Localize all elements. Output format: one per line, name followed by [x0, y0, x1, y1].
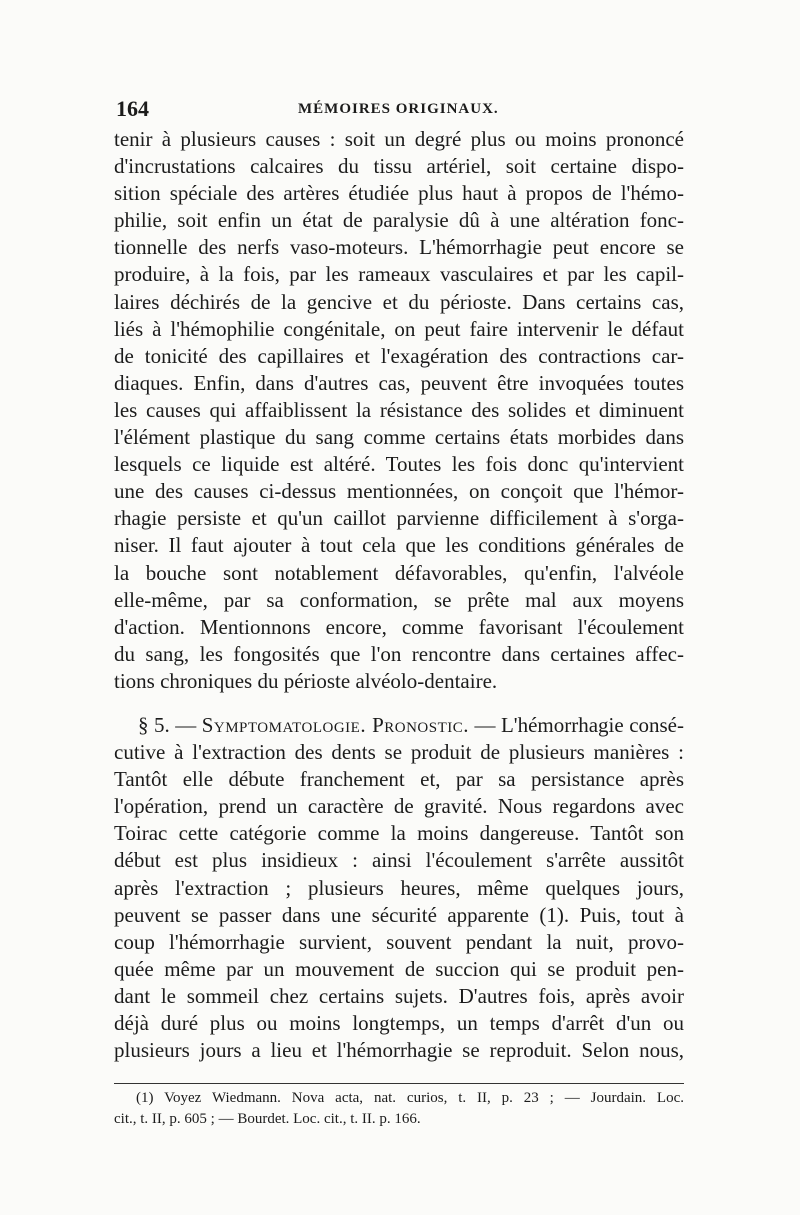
running-title: MÉMOIRES ORIGINAUX.	[298, 101, 499, 117]
paragraph-causes	[114, 126, 684, 695]
text-line: peuvent se passer dans une sécurité apparente (1). Puis, tout à	[114, 902, 684, 927]
text-line: une des causes ci-dessus mentionnées, on conçoit que l'hémor-	[114, 479, 684, 504]
paragraph-gap	[114, 695, 684, 712]
section-number: § 5. —	[138, 712, 197, 737]
text-line: déjà duré plus ou moins longtemps, un temps d'arrêt d'un ou	[114, 1011, 684, 1035]
text-line: après l'extraction ; plusieurs heures, même quelques jours,	[114, 875, 684, 900]
text-line: quée même par un mouvement de succion qui se produit pen-	[114, 956, 684, 981]
section-heading-rest: — L'hémorrhagie consé-	[469, 712, 684, 737]
text-line: début est plus insidieux : ainsi l'écoulement s'arrête aussitôt	[114, 848, 684, 873]
footnote-line: cit., t. II, p. 605 ; — Bourdet. Loc. cit., t. II. p. 166.	[114, 1111, 421, 1127]
text-line: cutive à l'extraction des dents se produit de plusieurs manières :	[114, 740, 684, 765]
footnote-rule	[114, 1083, 684, 1084]
page-number: 164	[116, 96, 149, 121]
footnote-line: (1) Voyez Wiedmann. Nova acta, nat. curios, t. II, p. 23 ; — Jourdain. Loc.	[136, 1090, 684, 1106]
text-line: l'opération, prend un caractère de gravité. Nous regardons avec	[114, 794, 684, 819]
section-heading-line	[114, 712, 684, 739]
text-line: elle-même, par sa conformation, se prête mal aux moyens	[114, 587, 684, 612]
text-line: tionnelle des nerfs vaso-moteurs. L'hémorrhagie peut encore se	[114, 235, 684, 260]
section-heading: Symptomatologie. Pronostic.	[201, 712, 470, 737]
text-line: coup l'hémorrhagie survient, souvent pendant la nuit, provo-	[114, 929, 684, 954]
text-line: laires déchirés de la gencive et du périoste. Dans certains cas,	[114, 289, 684, 314]
text-line: Tantôt elle débute franchement et, par sa persistance après	[114, 767, 684, 792]
text-line: l'élément plastique du sang comme certains états morbides dans	[114, 425, 684, 450]
text-line: sition spéciale des artères étudiée plus haut à propos de l'hémo-	[114, 181, 684, 206]
footnote	[114, 1088, 684, 1130]
text-line: diaques. Enfin, dans d'autres cas, peuvent être invoquées toutes	[114, 370, 684, 395]
text-line: les causes qui affaiblissent la résistance des solides et diminuent	[114, 397, 684, 422]
text-line: tenir à plusieurs causes : soit un degré plus ou moins prononcé	[114, 127, 684, 151]
text-line: du sang, les fongosités que l'on rencontre dans certaines affec-	[114, 641, 684, 666]
page-header	[116, 96, 606, 122]
text-line: niser. Il faut ajouter à tout cela que les conditions générales de	[114, 533, 684, 558]
paragraph-symptomatology	[114, 712, 684, 1064]
text-line: lesquels ce liquide est altéré. Toutes les fois donc qu'intervient	[114, 452, 684, 477]
text-line: rhagie persiste et qu'un caillot parvienne difficilement à s'orga-	[114, 506, 684, 531]
body-text	[114, 126, 684, 1064]
text-line: liés à l'hémophilie congénitale, on peut faire intervenir le défaut	[114, 316, 684, 341]
text-line: tions chroniques du périoste alvéolo-dentaire.	[114, 668, 498, 693]
text-line: d'incrustations calcaires du tissu artériel, soit certaine dispo-	[114, 154, 684, 179]
text-line: de tonicité des capillaires et l'exagération des contractions car-	[114, 343, 684, 368]
text-line: philie, soit enfin un état de paralysie dû à une altération fonc-	[114, 208, 684, 233]
text-line: dant le sommeil chez certains sujets. D'autres fois, après avoir	[114, 983, 684, 1008]
text-line: d'action. Mentionnons encore, comme favorisant l'écoulement	[114, 614, 684, 639]
text-line: Toirac cette catégorie comme la moins dangereuse. Tantôt son	[114, 821, 684, 846]
text-line: la bouche sont notablement défavorables, qu'enfin, l'alvéole	[114, 560, 684, 585]
text-line: plusieurs jours a lieu et l'hémorrhagie se reproduit. Selon nous,	[114, 1038, 684, 1063]
text-line: produire, à la fois, par les rameaux vasculaires et par les capil-	[114, 262, 684, 287]
